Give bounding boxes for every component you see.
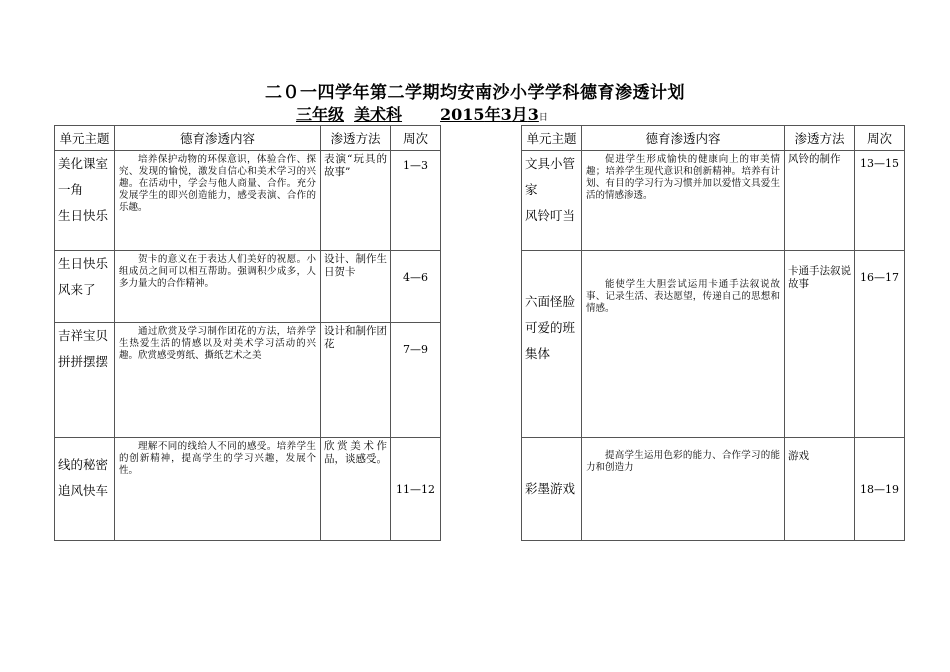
header-unit: 单元主题 (55, 126, 115, 151)
week-cell: 13—15 (855, 151, 905, 251)
unit-cell (55, 151, 115, 251)
content-cell: 贺卡的意义在于表达人们美好的祝愿。小组成员之间可以相互帮助。强调积少成多，人多力量大的合作精神。 (115, 251, 321, 323)
table-row (55, 151, 441, 251)
unit-line: 生日快乐 (58, 256, 109, 271)
unit-line: 风来了 (58, 282, 96, 297)
unit-cell (55, 438, 115, 541)
content-cell: 能使学生大胆尝试运用卡通手法叙说故事、记录生活、表达愿望，传递自己的思想和情感。 (582, 251, 785, 438)
unit-cell (522, 251, 582, 438)
method-cell: 卡通手法叙说故事 (785, 251, 855, 438)
table-row (55, 438, 441, 541)
week-cell: 18—19 (855, 438, 905, 541)
content-cell: 理解不同的线给人不同的感受。培养学生的创新精神，提高学生的学习兴趣，发展个性。 (115, 438, 321, 541)
week-cell: 4—6 (391, 251, 441, 323)
table-row (522, 151, 905, 251)
unit-cell (522, 151, 582, 251)
subject-label: 美术科 (354, 105, 403, 124)
method-cell: 游戏 (785, 438, 855, 541)
unit-line: 美化课室 (58, 156, 109, 171)
table-row (55, 323, 441, 438)
table-header-row (522, 126, 905, 151)
unit-line: 追风快车 (58, 483, 109, 498)
grade-label: 三年级 (296, 105, 345, 124)
header-content: 德育渗透内容 (582, 126, 785, 151)
unit-line: 可爱的班 (525, 320, 576, 335)
unit-line: 家 (525, 182, 538, 197)
unit-line: 吉祥宝贝 (58, 328, 109, 343)
week-cell: 7—9 (391, 323, 441, 438)
method-cell: 设计、制作生日贺卡 (321, 251, 391, 323)
header-week: 周次 (391, 126, 441, 151)
week-cell: 1—3 (391, 151, 441, 251)
method-cell: 设计和制作团花 (321, 323, 391, 438)
method-cell: 表演“玩具的故事” (321, 151, 391, 251)
unit-line: 拼拼摆摆 (58, 354, 109, 369)
table-row (522, 251, 905, 438)
week-cell: 11—12 (391, 438, 441, 541)
unit-cell (55, 323, 115, 438)
date-day: 3 (527, 105, 539, 124)
page-subtitle (296, 102, 548, 125)
unit-line: 线的秘密 (58, 457, 109, 472)
header-content: 德育渗透内容 (115, 126, 321, 151)
date-month: 3 (500, 105, 512, 124)
unit-line: 生日快乐 (58, 208, 109, 223)
unit-line: 彩墨游戏 (525, 481, 576, 496)
page-title: 二０一四学年第二学期均安南沙小学学科德育渗透计划 (265, 83, 685, 103)
content-cell: 提高学生运用色彩的能力、合作学习的能力和创造力 (582, 438, 785, 541)
date-month-char: 月 (511, 105, 528, 124)
method-cell: 风铃的制作 (785, 151, 855, 251)
table-row (55, 251, 441, 323)
week-cell: 16—17 (855, 251, 905, 438)
header-method: 渗透方法 (785, 126, 855, 151)
header-method: 渗透方法 (321, 126, 391, 151)
unit-line: 六面怪脸 (525, 294, 576, 309)
content-cell: 培养保护动物的环保意识，体验合作、探究、发现的愉悦，激发自信心和美术学习的兴趣。在活动中，学会与他人商量、合作。充分发展学生的即兴创造能力，感受表演、合作的乐趣。 (115, 151, 321, 251)
unit-line: 风铃叮当 (525, 208, 576, 223)
unit-line: 一角 (58, 182, 84, 197)
unit-cell (55, 251, 115, 323)
method-cell: 欣赏美术作品，谈感受。 (321, 438, 391, 541)
table-header-row (55, 126, 441, 151)
content-cell: 促进学生形成愉快的健康向上的审美情趣；培养学生现代意识和创新精神。培养有计划、有目的学习行为习惯并加以爱惜文具爱生活的情感渗透。 (582, 151, 785, 251)
header-unit: 单元主题 (522, 126, 582, 151)
date-year-char: 年 (484, 105, 501, 124)
unit-line: 集体 (525, 346, 551, 361)
date-year: 2015 (440, 105, 485, 124)
table-row (522, 438, 905, 541)
plan-table-right (521, 125, 905, 541)
header-week: 周次 (855, 126, 905, 151)
unit-cell (522, 438, 582, 541)
unit-line: 文具小管 (525, 156, 576, 171)
plan-table-left (54, 125, 441, 541)
date-day-char: 日 (538, 113, 548, 123)
content-cell: 通过欣赏及学习制作团花的方法，培养学生热爱生活的情感以及对美术学习活动的兴趣。欣赏感受剪纸、撕纸艺术之美 (115, 323, 321, 438)
